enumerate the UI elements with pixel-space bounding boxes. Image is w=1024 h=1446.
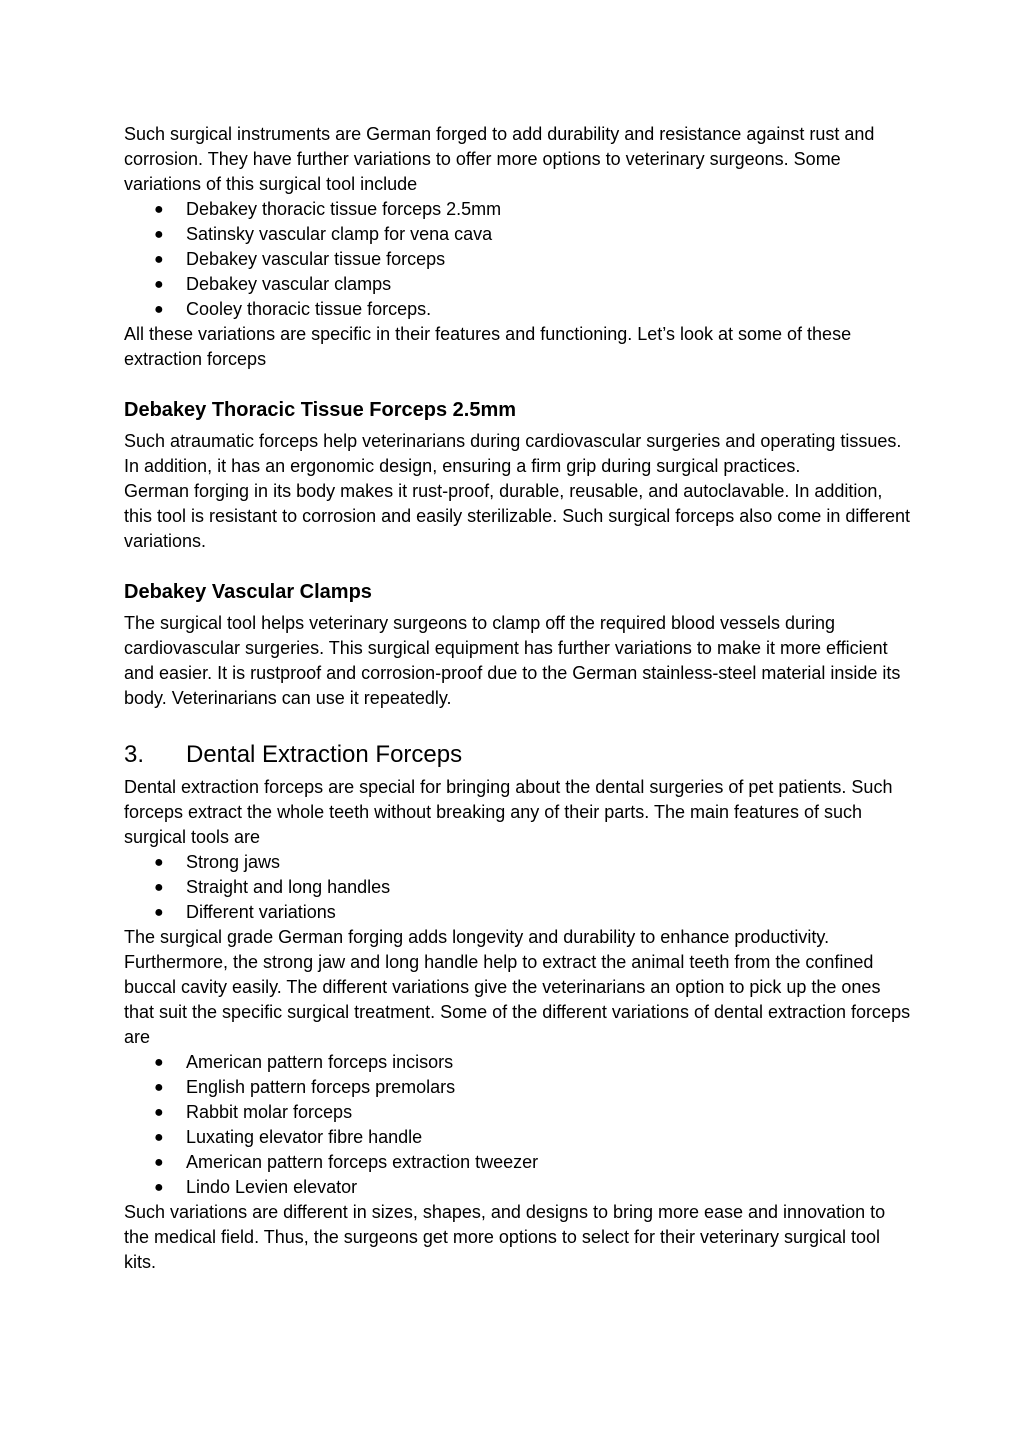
- list-item-text: Cooley thoracic tissue forceps.: [186, 299, 432, 319]
- list-item-text: Luxating elevator fibre handle: [186, 1127, 423, 1147]
- bullet-icon: ●: [154, 1054, 164, 1071]
- dental-forceps-paragraph-1: Dental extraction forceps are special for bringing about the dental surgeries of pet patients. Such forceps extract the whole teeth without breaking any of their parts. The main features of such surgical tools are: [124, 777, 893, 847]
- dental-forceps-paragraph-3: Such variations are different in sizes, shapes, and designs to bring more ease and innovation to the medical field. Thus, the surgeons get more options to select for their veterinary surgical tool kits.: [124, 1202, 886, 1272]
- dental-variations-list: [124, 1050, 914, 1200]
- list-item: [124, 1150, 914, 1175]
- bullet-icon: ●: [154, 904, 164, 921]
- intro-closing-paragraph: All these variations are specific in their features and functioning. Let’s look at some of these extraction forceps: [124, 324, 852, 369]
- list-item: [124, 875, 914, 900]
- list-item-text: Different variations: [186, 902, 336, 922]
- list-item: [124, 222, 914, 247]
- list-item-text: Straight and long handles: [186, 877, 391, 897]
- bullet-icon: ●: [154, 1154, 164, 1171]
- list-item: [124, 197, 914, 222]
- thoracic-forceps-paragraph-1: Such atraumatic forceps help veterinarians during cardiovascular surgeries and operating tissues. In addition, it has an ergonomic design, ensuring a firm grip during surgical practices.: [124, 431, 902, 476]
- list-item-text: Debakey vascular clamps: [186, 274, 392, 294]
- list-item-text: Lindo Levien elevator: [186, 1177, 358, 1197]
- bullet-icon: ●: [154, 226, 164, 243]
- vascular-clamps-paragraph: The surgical tool helps veterinary surgeons to clamp off the required blood vessels during cardiovascular surgeries. This surgical equipment has further variations to make it more efficient and easier. It is rustproof and corrosion-proof due to the German stainless-steel material inside its body. Veterinarians can use it repeatedly.: [124, 613, 901, 708]
- intro-variations-list: [124, 197, 914, 322]
- bullet-icon: ●: [154, 301, 164, 318]
- list-item: [124, 247, 914, 272]
- list-item: [124, 1125, 914, 1150]
- list-item-text: English pattern forceps premolars: [186, 1077, 456, 1097]
- bullet-icon: ●: [154, 1179, 164, 1196]
- bullet-icon: ●: [154, 276, 164, 293]
- list-item-text: Debakey thoracic tissue forceps 2.5mm: [186, 199, 502, 219]
- bullet-icon: ●: [154, 1079, 164, 1096]
- bullet-icon: ●: [154, 1104, 164, 1121]
- list-item: [124, 1175, 914, 1200]
- list-item: [124, 1050, 914, 1075]
- list-item-text: American pattern forceps extraction tweezer: [186, 1152, 539, 1172]
- list-item-text: American pattern forceps incisors: [186, 1052, 454, 1072]
- bullet-icon: ●: [154, 201, 164, 218]
- bullet-icon: ●: [154, 854, 164, 871]
- section-number: 3.: [124, 741, 145, 768]
- dental-forceps-paragraph-2: The surgical grade German forging adds longevity and durability to enhance productivity. Furthermore, the strong jaw and long handle help to extract the animal teeth from the confined buccal cavity easily. The different variations give the veterinarians an option to pick up the ones that suit the specific surgical treatment. Some of the different variations of dental extraction forceps are: [124, 927, 911, 1047]
- list-item: [124, 850, 914, 875]
- list-item-text: Rabbit molar forceps: [186, 1102, 353, 1122]
- list-item: [124, 1100, 914, 1125]
- list-item: [124, 900, 914, 925]
- document-page: [124, 122, 914, 1275]
- thoracic-forceps-paragraph-2: German forging in its body makes it rust-proof, durable, reusable, and autoclavable. In addition, this tool is resistant to corrosion and easily sterilizable. Such surgical forceps also come in different variations.: [124, 481, 911, 551]
- bullet-icon: ●: [154, 251, 164, 268]
- list-item-text: Debakey vascular tissue forceps: [186, 249, 446, 269]
- section-title: Dental Extraction Forceps: [186, 741, 463, 768]
- vascular-clamps-heading: Debakey Vascular Clamps: [124, 581, 372, 603]
- list-item: [124, 272, 914, 297]
- list-item-text: Satinsky vascular clamp for vena cava: [186, 224, 493, 244]
- bullet-icon: ●: [154, 879, 164, 896]
- intro-paragraph: Such surgical instruments are German forged to add durability and resistance against rust and corrosion. They have further variations to offer more options to veterinary surgeons. Some variations of this surgical tool include: [124, 124, 875, 194]
- list-item: [124, 1075, 914, 1100]
- bullet-icon: ●: [154, 1129, 164, 1146]
- thoracic-forceps-heading: Debakey Thoracic Tissue Forceps 2.5mm: [124, 399, 517, 421]
- list-item-text: Strong jaws: [186, 852, 281, 872]
- dental-forceps-heading: [124, 739, 914, 771]
- dental-features-list: [124, 850, 914, 925]
- list-item: [124, 297, 914, 322]
